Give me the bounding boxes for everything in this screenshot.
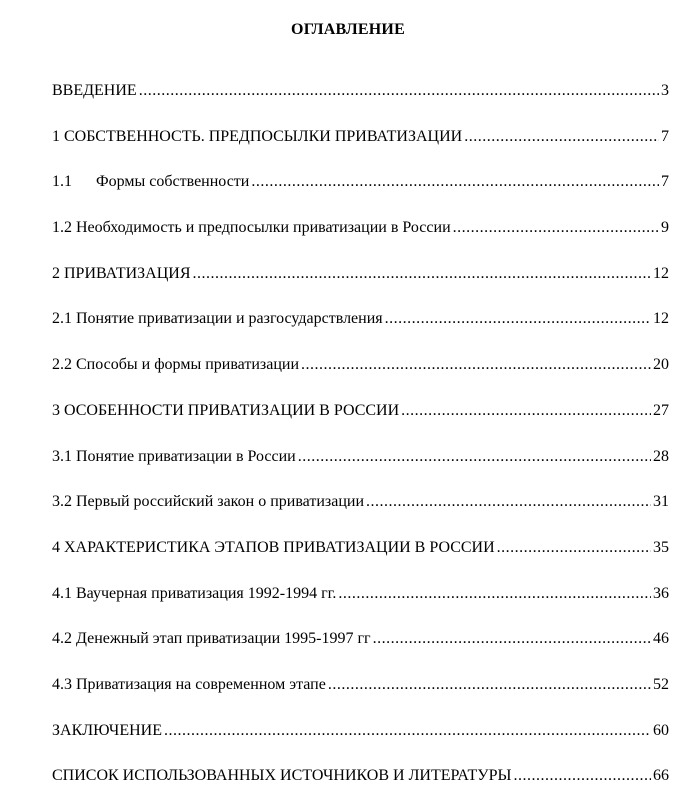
dot-leader — [328, 675, 651, 695]
toc-entry-page: 35 — [653, 538, 669, 556]
toc-entry-label: 3 ОСОБЕННОСТИ ПРИВАТИЗАЦИИ В РОССИИ — [52, 401, 400, 419]
toc-entry-page: 3 — [661, 82, 669, 99]
toc-entry-number: 1.1 — [52, 173, 72, 191]
dot-leader — [298, 447, 651, 467]
toc-entry-label: 3.1 Понятие приватизации в России — [52, 447, 296, 465]
toc-entry-section-2-2[interactable] — [52, 355, 669, 401]
toc-entry-section-3-2[interactable] — [52, 492, 669, 538]
dot-leader — [497, 538, 651, 558]
table-of-contents — [52, 81, 669, 812]
dot-leader — [251, 172, 659, 192]
toc-entry-references[interactable] — [52, 766, 669, 812]
toc-entry-introduction[interactable] — [52, 81, 669, 127]
toc-entry-label: СПИСОК ИСПОЛЬЗОВАННЫХ ИСТОЧНИКОВ И ЛИТЕРАТУРЫ — [52, 767, 512, 785]
toc-entry-section-2-1[interactable] — [52, 309, 669, 355]
toc-entry-page: 31 — [653, 493, 669, 511]
toc-entry-label: 4.1 Ваучерная приватизация 1992-1994 гг. — [52, 584, 337, 602]
dot-leader — [193, 264, 652, 284]
toc-entry-section-4-2[interactable] — [52, 629, 669, 675]
toc-entry-chapter-4[interactable] — [52, 538, 669, 584]
dot-leader — [301, 355, 651, 375]
toc-entry-page: 60 — [653, 721, 669, 739]
dot-leader — [366, 492, 651, 512]
dot-leader — [401, 401, 651, 421]
dot-leader — [513, 766, 651, 786]
toc-entry-page: 36 — [653, 584, 669, 602]
dot-leader — [338, 584, 651, 604]
toc-entry-label: 3.2 Первый российский закон о приватизации — [52, 493, 365, 511]
toc-entry-page: 46 — [653, 630, 669, 648]
toc-entry-label: 4.2 Денежный этап приватизации 1995-1997 гг — [52, 630, 371, 648]
dot-leader — [464, 127, 659, 147]
toc-entry-section-1-1[interactable] — [52, 172, 669, 218]
toc-entry-section-4-3[interactable] — [52, 675, 669, 721]
toc-entry-page: 28 — [653, 447, 669, 465]
toc-entry-page: 66 — [653, 767, 669, 785]
dot-leader — [373, 629, 651, 649]
toc-entry-label: 2.2 Способы и формы приватизации — [52, 356, 300, 374]
toc-entry-conclusion[interactable] — [52, 721, 669, 767]
toc-entry-page: 7 — [661, 127, 669, 145]
toc-entry-page: 20 — [653, 356, 669, 374]
toc-entry-label: 2.1 Понятие приватизации и разгосударствления — [52, 310, 383, 328]
toc-entry-chapter-2[interactable] — [52, 264, 669, 310]
toc-entry-label: 4.3 Приватизация на современном этапе — [52, 675, 326, 693]
dot-leader — [453, 218, 659, 238]
toc-entry-section-1-2[interactable] — [52, 218, 669, 264]
toc-entry-label: ВВЕДЕНИЕ — [52, 82, 137, 99]
toc-entry-page: 12 — [653, 310, 669, 328]
toc-entry-page: 52 — [653, 675, 669, 693]
toc-entry-section-3-1[interactable] — [52, 447, 669, 493]
toc-entry-label: 4 ХАРАКТЕРИСТИКА ЭТАПОВ ПРИВАТИЗАЦИИ В РОССИИ — [52, 538, 495, 556]
page-title: ОГЛАВЛЕНИЕ — [291, 21, 405, 38]
toc-entry-page: 9 — [661, 219, 669, 237]
toc-entry-page: 7 — [661, 173, 669, 191]
toc-entry-chapter-1[interactable] — [52, 127, 669, 173]
toc-entry-label: 2 ПРИВАТИЗАЦИЯ — [52, 264, 191, 282]
dot-leader — [139, 81, 659, 101]
toc-entry-chapter-3[interactable] — [52, 401, 669, 447]
toc-entry-page: 27 — [653, 401, 669, 419]
dot-leader — [385, 309, 651, 329]
toc-entry-label: Формы собственности — [96, 173, 250, 191]
toc-entry-section-4-1[interactable] — [52, 584, 669, 630]
toc-entry-label: 1 СОБСТВЕННОСТЬ. ПРЕДПОСЫЛКИ ПРИВАТИЗАЦИИ — [52, 127, 463, 145]
toc-entry-label: ЗАКЛЮЧЕНИЕ — [52, 721, 162, 739]
dot-leader — [164, 721, 651, 741]
toc-entry-page: 12 — [653, 264, 669, 282]
toc-entry-label: 1.2 Необходимость и предпосылки приватизации в России — [52, 219, 451, 237]
